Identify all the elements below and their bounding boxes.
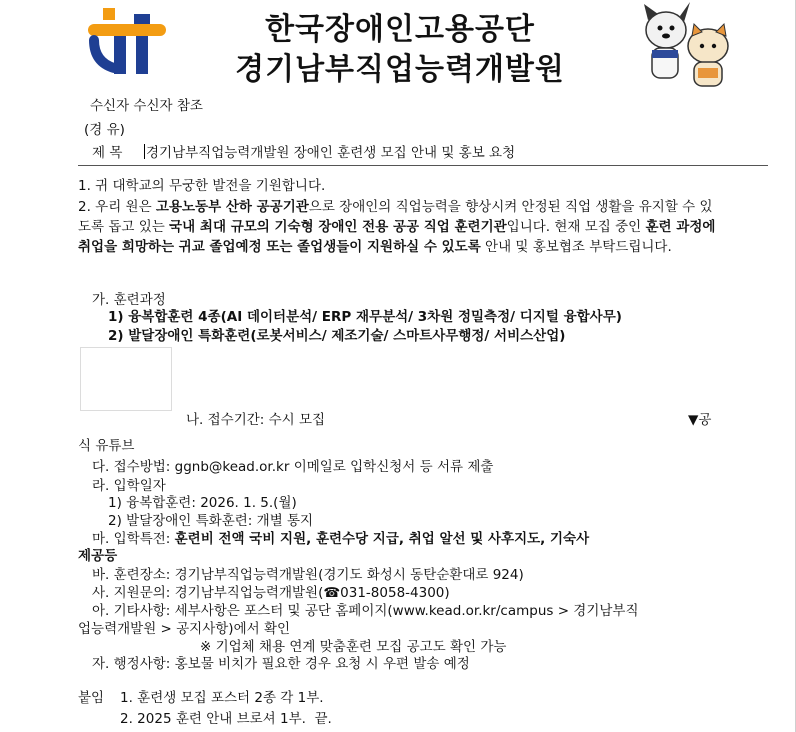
paragraph-2: 2. 우리 원은 고용노동부 산하 공공기관으로 장애인의 직업능력을 향상시켜 안정된 직업 생활을 유지할 수 있도록 돕고 있는 국내 최대 규모의 기숙형 장애인 전용 공공 직업 훈련기관입니다. 현재 모집 중인 훈련 과정에 취업을 희망하는 귀교 졸업예정 또는 졸업생들이 지원하실 수 있도록 안내 및 홍보협조 부탁드립니다.	[78, 199, 716, 255]
youtube-link-fragment[interactable]: ▼공	[688, 412, 712, 428]
embedded-image-placeholder	[80, 347, 172, 411]
kead-logo	[84, 6, 170, 76]
attachment-2: 2. 2025 훈련 안내 브로셔 1부. 끝.	[120, 711, 332, 727]
attachment-label: 붙임	[78, 690, 105, 706]
item-a-note: ※ 기업체 채용 연계 맞춤훈련 모집 공고도 확인 가능	[200, 639, 507, 655]
item-ra-title: 라. 입학일자	[92, 478, 166, 494]
item-ja: 자. 행정사항: 홍보물 비치가 필요한 경우 요청 시 우편 발송 예정	[92, 656, 470, 672]
subject-text: 경기남부직업능력개발원 장애인 훈련생 모집 안내 및 홍보 요청	[146, 145, 516, 161]
item-ma: 마. 입학특전: 훈련비 전액 국비 지원, 훈련수당 지급, 취업 알선 및 사후지도, 기숙사	[92, 531, 590, 547]
item-ma-continued: 제공등	[78, 548, 118, 564]
mascot-image	[636, 2, 736, 92]
item-na: 나. 접수기간: 수시 모집	[186, 412, 326, 428]
attachment-1: 1. 훈련생 모집 포스터 2종 각 1부.	[120, 690, 324, 706]
subject-label: 제 목	[92, 145, 123, 161]
item-a-line2: 업능력개발원 > 공지사항)에서 확인	[78, 621, 291, 637]
item-ga-2: 2) 발달장애인 특화훈련(로봇서비스/ 제조기술/ 스마트사무행정/ 서비스산업)	[108, 328, 566, 344]
item-ga-title: 가. 훈련과정	[92, 292, 166, 308]
text-cursor	[144, 144, 145, 159]
end-mark: 끝.	[314, 711, 332, 727]
org-title: 한국장애인고용공단	[265, 12, 535, 47]
item-ba: 바. 훈련장소: 경기남부직업능력개발원(경기도 화성시 동탄순환대로 924)	[92, 567, 524, 583]
item-da: 다. 접수방법: ggnb@kead.or.kr 이메일로 입학신청서 등 서류 제출	[92, 459, 494, 475]
subject-row	[78, 143, 768, 166]
item-sa: 사. 지원문의: 경기남부직업능력개발원(☎031-8058-4300)	[92, 585, 450, 601]
item-ga-1: 1) 융복합훈련 4종(AI 데이터분석/ ERP 재무분석/ 3차원 정밀측정/ 디지털 융합사무)	[108, 309, 622, 325]
recipient-line: 수신자 수신자 참조	[90, 98, 203, 114]
institute-title: 경기남부직업능력개발원	[235, 52, 565, 87]
item-ra-2: 2) 발달장애인 특화훈련: 개별 통지	[108, 513, 314, 529]
youtube-link-continued[interactable]: 식 유튜브	[78, 438, 135, 454]
paragraph-1: 1. 귀 대학교의 무궁한 발전을 기원합니다.	[78, 178, 326, 194]
item-a-line1: 아. 기타사항: 세부사항은 포스터 및 공단 홈페이지(www.kead.or.kr/campus > 경기남부직	[92, 603, 639, 619]
subject-field[interactable]	[140, 143, 515, 163]
item-ra-1: 1) 융복합훈련: 2026. 1. 5.(월)	[108, 495, 297, 511]
via-line: (경 유)	[84, 122, 125, 138]
